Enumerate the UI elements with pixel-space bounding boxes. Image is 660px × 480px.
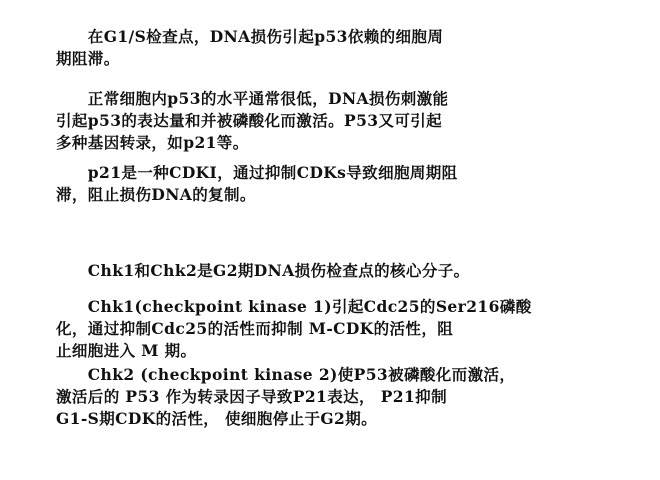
text-line: 化，通过抑制Cdc25的活性而抑制 M-CDK的活性，阻: [56, 319, 454, 338]
text-line: 多种基因转录，如p21等。: [56, 133, 249, 152]
paragraph-g1s-checkpoint: [56, 26, 443, 70]
text-line: 正常细胞内p53的水平通常很低，DNA损伤刺激能: [56, 89, 449, 108]
text-line: Chk2 (checkpoint kinase 2)使P53被磷酸化而激活，: [56, 365, 516, 384]
paragraph-p21-cdki: [56, 162, 458, 206]
text-line: p21是一种CDKI，通过抑制CDKs导致细胞周期阻: [56, 163, 458, 182]
text-line: 激活后的 P53 作为转录因子导致P21表达， P21抑制: [56, 387, 447, 406]
text-line: 在G1/S检查点，DNA损伤引起p53依赖的细胞周: [56, 27, 444, 46]
text-line: 滞，阻止损伤DNA的复制。: [56, 185, 256, 204]
text-line: Chk1(checkpoint kinase 1)引起Cdc25的Ser216磷酸: [56, 297, 532, 316]
text-line: G1-S期CDK的活性， 使细胞停止于G2期。: [56, 409, 378, 428]
text-line: Chk1和Chk2是G2期DNA损伤检查点的核心分子。: [56, 261, 470, 280]
paragraph-p53-activation: [56, 88, 448, 154]
paragraph-chk2: [56, 364, 515, 430]
text-line: 期阻滞。: [56, 49, 120, 68]
text-line: 止细胞进入 M 期。: [56, 341, 197, 360]
text-line: 引起p53的表达量和并被磷酸化而激活。P53又可引起: [56, 111, 443, 130]
paragraph-chk1: [56, 296, 532, 362]
paragraph-chk1-chk2: [56, 260, 470, 282]
